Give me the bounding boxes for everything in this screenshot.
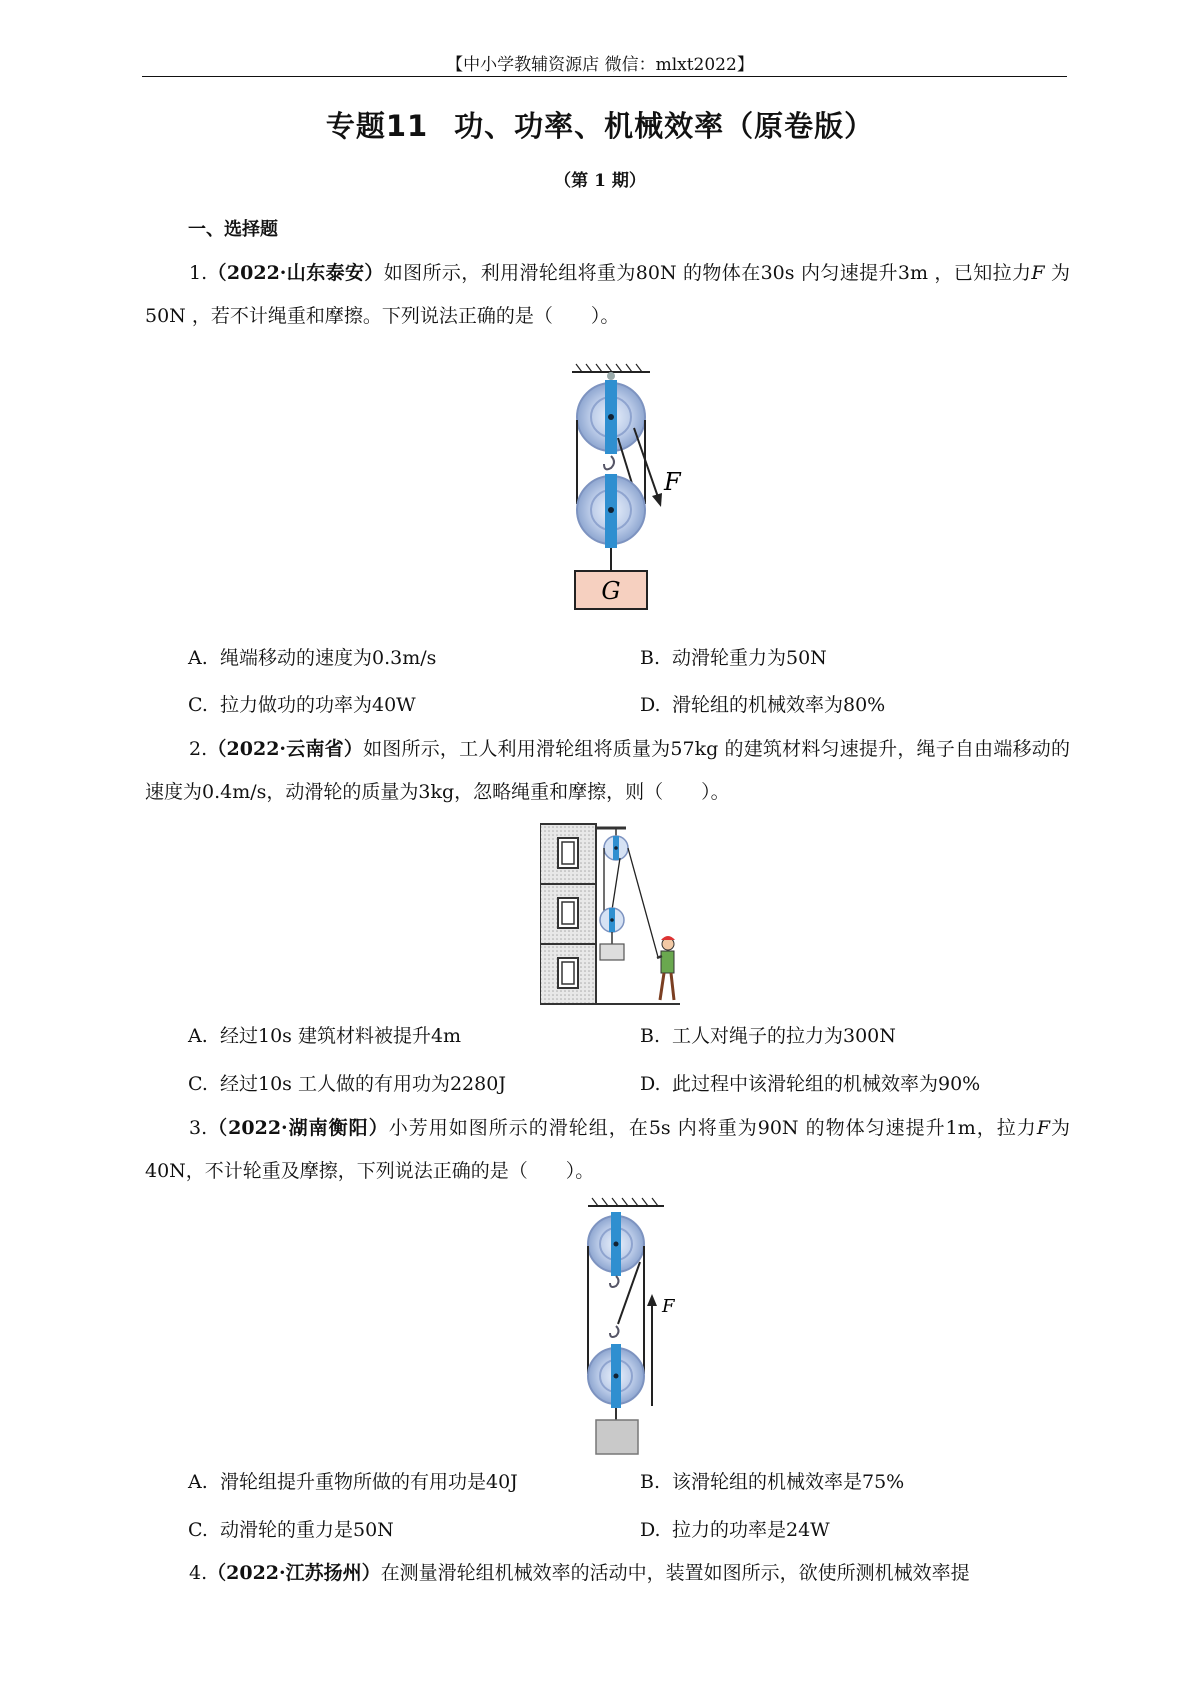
hook-icon <box>607 372 615 380</box>
weight-block <box>596 1420 638 1454</box>
period-label: （第 1 期） <box>554 171 646 191</box>
option-1d: D. 滑轮组的机械效率为80% <box>640 694 886 716</box>
question-1 <box>145 252 1070 338</box>
option-2b: B. 工人对绳子的拉力为300N <box>640 1025 896 1047</box>
hook-icon <box>610 1326 619 1337</box>
question-source: （2022·云南省） <box>207 738 364 760</box>
option-1c: C. 拉力做功的功率为40W <box>188 694 416 716</box>
force-arrow-icon <box>647 1294 657 1406</box>
movable-pulley-icon <box>588 1344 644 1408</box>
question-text: 如图所示，利用滑轮组将重为80N 的物体在30s 内匀速提升3m ，已知拉力 <box>383 262 1032 284</box>
question-number: 4. <box>189 1562 208 1584</box>
worker-icon <box>657 936 675 1000</box>
page-title <box>0 104 1200 145</box>
option-2a: A. 经过10s 建筑材料被提升4m <box>188 1025 462 1047</box>
movable-pulley-icon <box>600 908 624 932</box>
hook-icon <box>604 456 614 469</box>
ceiling-icon <box>572 364 650 372</box>
pulley-figure-2 <box>540 822 680 1007</box>
option-3d: D. 拉力的功率是24W <box>640 1519 830 1541</box>
option-3c: C. 动滑轮的重力是50N <box>188 1519 394 1541</box>
hook-icon <box>610 1276 619 1287</box>
option-2d: D. 此过程中该滑轮组的机械效率为90% <box>640 1073 981 1095</box>
header-divider <box>142 76 1067 77</box>
building-wall <box>540 824 596 1004</box>
material-block <box>600 944 624 960</box>
force-variable: F <box>1031 262 1045 284</box>
option-1a: A. 绳端移动的速度为0.3m/s <box>188 647 437 669</box>
question-source: （2022·江苏扬州） <box>207 1562 381 1584</box>
question-source: （2022·山东泰安） <box>207 262 384 284</box>
force-label: F <box>662 1296 675 1317</box>
question-2 <box>145 728 1070 814</box>
pulley-figure-3 <box>580 1196 690 1458</box>
option-3b: B. 该滑轮组的机械效率是75% <box>640 1471 905 1493</box>
question-3 <box>145 1107 1070 1193</box>
option-1b: B. 动滑轮重力为50N <box>640 647 827 669</box>
ceiling-icon <box>588 1198 664 1206</box>
fixed-pulley-icon <box>577 380 645 454</box>
question-number: 3. <box>189 1117 208 1139</box>
force-label: F <box>664 468 681 496</box>
fixed-pulley-icon <box>604 836 628 860</box>
weight-label: G <box>601 577 621 605</box>
option-3a: A. 滑轮组提升重物所做的有用功是40J <box>188 1471 518 1493</box>
page-header: 【中小学教辅资源店 微信：mlxt2022】 <box>446 55 754 75</box>
question-4 <box>145 1552 1070 1595</box>
section-heading: 一、选择题 <box>188 219 278 240</box>
question-text: 如图所示，工人利用滑轮组将质量为57kg 的建筑材料匀速提升，绳子自由端移动的速度为0.4m/s，动滑轮的质量为3kg，忽略绳重和摩擦，则（ ）。 <box>145 738 1070 803</box>
question-number: 1. <box>189 262 208 284</box>
question-text: 在测量滑轮组机械效率的活动中，装置如图所示，欲使所测机械效率提 <box>380 1562 970 1584</box>
title-main: 功、功率、机械效率（原卷版） <box>454 109 875 143</box>
question-number: 2. <box>189 738 208 760</box>
movable-pulley-icon <box>577 474 645 548</box>
force-variable: F <box>1036 1117 1050 1139</box>
question-text-cont: 为50N ，若不计绳重和摩擦。下列说法正确的是（ ）。 <box>145 262 1070 327</box>
option-2c: C. 经过10s 工人做的有用功为2280J <box>188 1073 506 1095</box>
question-text-cont: 为40N，不计轮重及摩擦，下列说法正确的是（ ）。 <box>145 1117 1071 1182</box>
question-source: （2022·湖南衡阳） <box>207 1117 389 1139</box>
title-prefix: 专题11 <box>325 109 429 143</box>
fixed-pulley-icon <box>588 1212 644 1276</box>
pulley-figure-1 <box>560 362 705 612</box>
question-text: 小芳用如图所示的滑轮组，在5s 内将重为90N 的物体匀速提升1m，拉力 <box>388 1117 1037 1139</box>
